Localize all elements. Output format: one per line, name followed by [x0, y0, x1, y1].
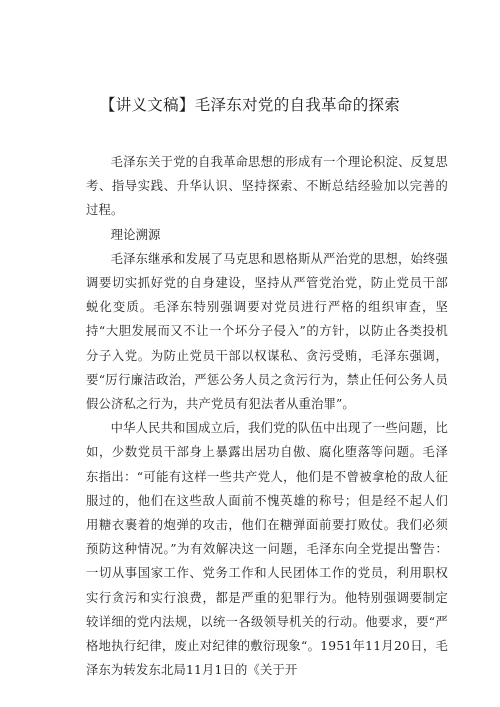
- intro-paragraph: 毛泽东关于党的自我革命思想的形成有一个理论积淀、反复思考、指导实践、升华认识、坚持探索、不断总结经验加以完善的过程。: [86, 155, 449, 218]
- section-heading: 理论溯源: [110, 227, 161, 242]
- body-paragraph-2: 中华人民共和国成立后，我们党的队伍中出现了一些问题，比如，少数党员干部身上暴露出居功自傲、腐化堕落等问题。毛泽东指出：“可能有这样一些共产党人，他们是不曾被拿枪的敌人征服过的，他们在这些敌人面前不愧英雄的称号；但是经不起人们用糖衣裹着的炮弹的攻击，他们在糖弹面前要打败仗。我们必须预防这种情况。”为有效解决这一问题，毛泽东向全党提出警告：一切从事国家工作、党务工作和人民团体工作的党员，利用职权实行贪污和实行浪费，都是严重的犯罪行为。他特别强调要制定较详细的党内法规，以统一各级领导机关的行动。他要求，要“严格地执行纪律，废止对纪律的敷衍现象“。1951年11月20日，毛泽东为转发东北局11月1日的《关于开: [86, 421, 449, 678]
- document-title: 【讲义文稿】毛泽东对党的自我革命的探索: [99, 96, 401, 114]
- body-paragraph-1: 毛泽东继承和发展了马克思和恩格斯从严治党的思想，始终强调要切实抓好党的自身建设，坚持从严管党治党，防止党员干部蜕化变质。毛泽东特别强调要对党员进行严格的组织审查，坚持“大胆发展而又不让一个坏分子侵入”的方针，以防止各类投机分子入党。为防止党员干部以权谋私、贪污受贿，毛泽东强调，要“厉行廉洁政治，严惩公务人员之贪污行为，禁止任何公务人员假公济私之行为，共产党员有犯法者从重治罪”。: [86, 251, 449, 412]
- document-body: [86, 150, 448, 682]
